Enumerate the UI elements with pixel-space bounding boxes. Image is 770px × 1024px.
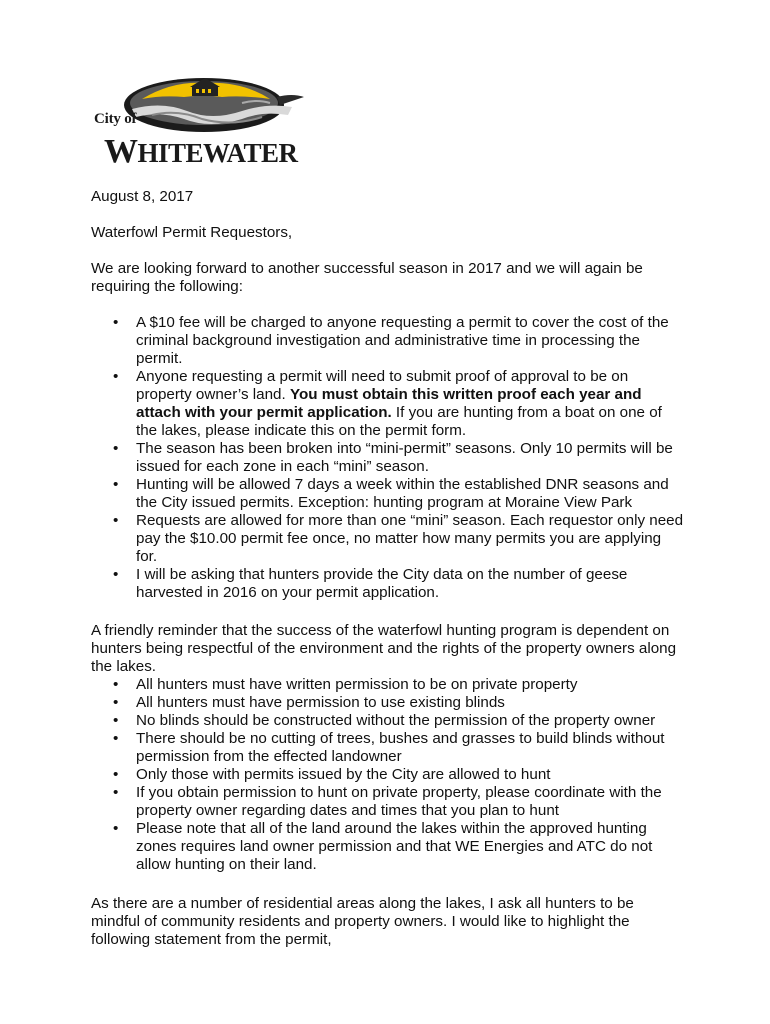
list-item: • A $10 fee will be charged to anyone requesting a permit to cover the cost of the criminal background investigation and administrative time in processing the permit.	[91, 314, 686, 368]
rules-list	[91, 676, 686, 874]
city-logo	[92, 75, 312, 170]
logo-name-rest: HITEWATER	[137, 138, 298, 168]
list-item: • All hunters must have written permission to be on private property	[91, 676, 686, 694]
list-item: • Requests are allowed for more than one “mini” season. Each requestor only need pay the $10.00 permit fee once, no matter how many permits you are applying for.	[91, 512, 686, 566]
list-item: • I will be asking that hunters provide the City data on the number of geese harvested in 2016 on your permit application.	[91, 566, 686, 602]
closing-paragraph: As there are a number of residential areas along the lakes, I ask all hunters to be mindful of community residents and property owners. I would like to highlight the following statement from the permit,	[91, 895, 634, 948]
list-item: • If you obtain permission to hunt on private property, please coordinate with the property owner regarding dates and times that you plan to hunt	[91, 784, 686, 820]
letter-salutation: Waterfowl Permit Requestors,	[91, 224, 293, 241]
list-item-text: If you are hunting from a boat on one of the lakes, please indicate this on the permit form.	[136, 404, 662, 439]
list-item: • There should be no cutting of trees, bushes and grasses to build blinds without permission from the effected landowner	[91, 730, 686, 766]
list-item: • Please note that all of the land around the lakes within the approved hunting zones requires land owner permission and that WE Energies and ATC do not allow hunting on their land.	[91, 820, 686, 874]
reminder-paragraph: A friendly reminder that the success of the waterfowl hunting program is dependent on hunters being respectful of the environment and the rights of the property owners along the lakes.	[91, 622, 677, 675]
list-item-bold-text: You must obtain this written proof each year and attach with your permit application.	[136, 386, 642, 421]
list-item: • No blinds should be constructed without the permission of the property owner	[91, 712, 686, 730]
logo-city-of-text: City of	[94, 111, 137, 127]
logo-city-name	[104, 133, 298, 171]
list-item	[91, 368, 686, 440]
list-item: • The season has been broken into “mini-permit” seasons. Only 10 permits will be issued for each zone in each “mini” season.	[91, 440, 686, 476]
letter-date: August 8, 2017	[91, 188, 194, 205]
list-item: • Only those with permits issued by the City are allowed to hunt	[91, 766, 686, 784]
list-item: • Hunting will be allowed 7 days a week within the established DNR seasons and the City issued permits. Exception: hunting program at Moraine View Park	[91, 476, 686, 512]
list-item: • All hunters must have permission to use existing blinds	[91, 694, 686, 712]
logo-name-initial: W	[104, 133, 138, 170]
list-item-text: Anyone requesting a permit will need to submit proof of approval to be on property owner’s land.	[136, 368, 629, 403]
requirements-list	[91, 314, 686, 602]
intro-paragraph: We are looking forward to another successful season in 2017 and we will again be requiring the following:	[91, 260, 643, 295]
